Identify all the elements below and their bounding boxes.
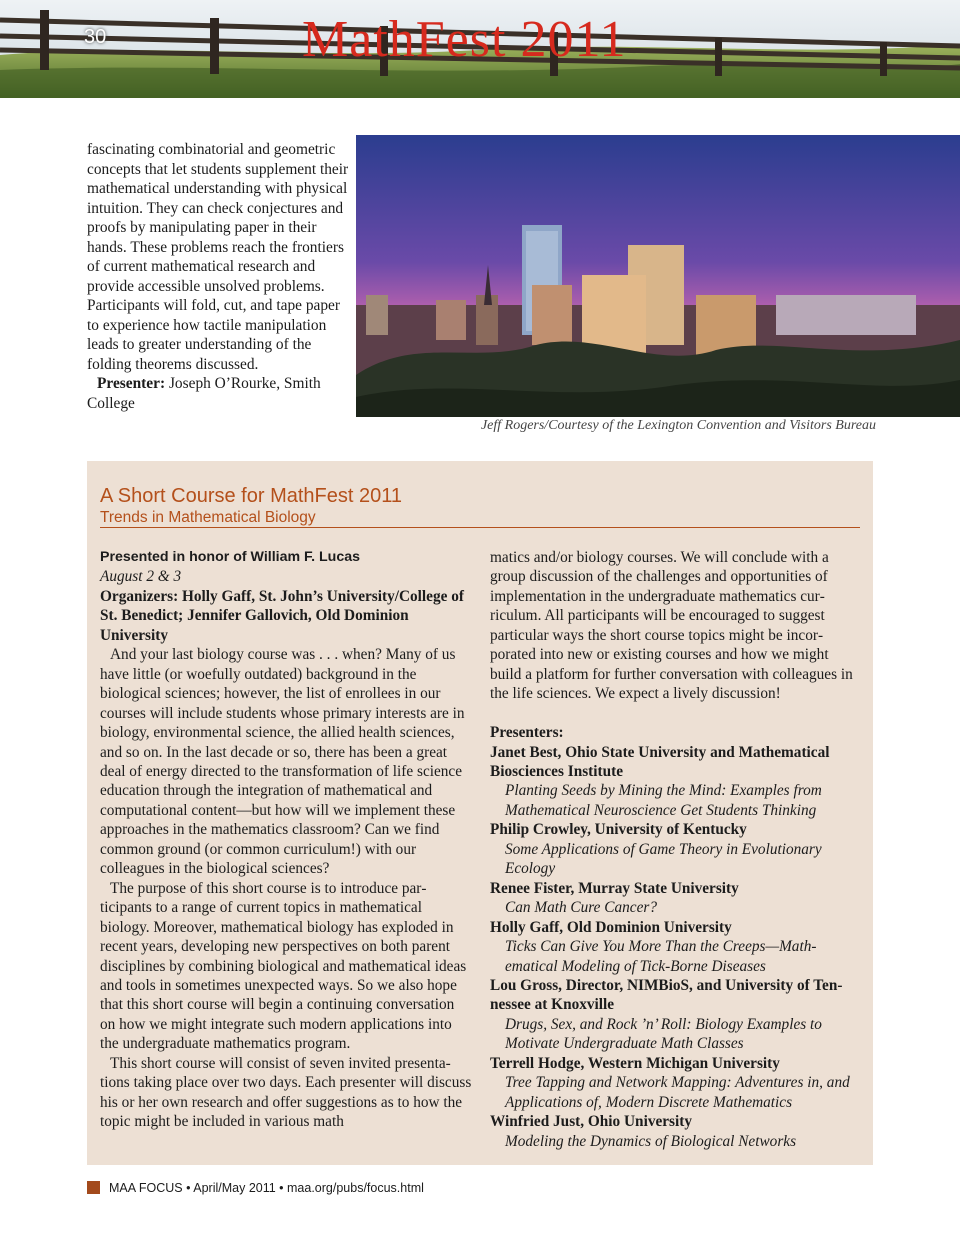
- page-title: MathFest 2011: [302, 11, 627, 68]
- presenter-label: Presenter:: [97, 375, 166, 392]
- talk-title: Planting Seeds by Mining the Mind: Examples from Mathematical Neuroscience Get Students Thinking: [505, 782, 822, 819]
- talk-title: Some Applications of Game Theory in Evolutionary Ecology: [505, 840, 822, 878]
- presenter-entry: [490, 976, 860, 1054]
- talk-title: Can Math Cure Cancer?: [505, 899, 657, 917]
- photo-caption: Jeff Rogers/Courtesy of the Lexington Convention and Visitors Bureau: [480, 418, 876, 433]
- talk-title: Ticks Can Give You More Than the Creeps—Mathematical Modeling of Tick-Borne Diseases: [505, 938, 817, 975]
- spacer: [490, 704, 860, 723]
- presenter-entry: [490, 918, 860, 976]
- course-paragraph-3-part-1: This short course will consist of seven invited presentations taking place over two days. Each presenter will discuss his or her own research and offer suggestions as to how the topic might be included in various math: [100, 1054, 472, 1131]
- presenter-name: Janet Best, Ohio State University and Mathematical Biosciences Institute: [490, 743, 830, 780]
- course-column-right: [490, 548, 860, 1151]
- intro-presenter: [87, 374, 353, 413]
- presenter-name: Joseph O’Rourke, Smith College: [87, 375, 321, 412]
- page-number: 30: [84, 26, 107, 48]
- footer-text: MAA FOCUS • April/May 2011 • maa.org/pubs/focus.html: [109, 1181, 424, 1195]
- course-paragraph-3-part-2: matics and/or biology courses. We will conclude with a group discussion of the challenges and opportunities of implementation in the undergraduate mathematics curriculum. All participants will be encouraged to suggest particular ways the short course topics might be incorporated into new or existing courses and how we might build a platform for further conversation with colleagues in the life sciences. We expect a lively discussion!: [490, 549, 853, 703]
- presenter-entry: [490, 820, 860, 878]
- course-title: A Short Course for MathFest 2011: [100, 485, 403, 507]
- course-organizers: Organizers: Holly Gaff, St. John’s University/College of St. Benedict; Jennifer Gallovich, Old Dominion University: [100, 587, 464, 644]
- presenter-entry: [490, 879, 860, 918]
- city-skyline-photo: [356, 135, 960, 417]
- footer-square-icon: [87, 1181, 100, 1194]
- course-paragraph-2: The purpose of this short course is to introduce participants to a range of current topics in mathematical biology. Moreover, mathematical biology has exploded in recent years, developing new perspectives on both parent disciplines by combining biological and mathematical ideas and tools in sometimes unexpected ways. So we also hope that this short course will begin a continuing conversation on how we might integrate such modern applications into the undergraduate mathematics program.: [100, 879, 467, 1053]
- course-column-left: [100, 548, 472, 1132]
- presenter-entry: [490, 1112, 860, 1151]
- title-rule: [100, 527, 860, 528]
- course-paragraph-1: And your last biology course was . . . when? Many of us have little (or woefully outdated) background in the biological sciences; however, the list of enrollees in our courses will include students whose primary interests are in biology, environmental science, the allied health sciences, and so on. In the last decade or so, there has been a great deal of energy directed to the transformation of life science education through the integration of mathematical and computational content—but how will we implement these approaches in the mathematics classroom? Can we find common ground (or common curriculum!) with our colleagues in the biological sciences?: [100, 646, 465, 878]
- intro-text: [87, 140, 353, 413]
- presenters-heading: Presenters:: [490, 724, 564, 742]
- presenter-name: Winfried Just, Ohio University: [490, 1113, 692, 1131]
- header-banner: [0, 0, 960, 98]
- footer: [87, 1181, 424, 1197]
- presenter-entry: [490, 743, 860, 821]
- talk-title: Modeling the Dynamics of Biological Networks: [505, 1132, 797, 1150]
- presenter-name: Terrell Hodge, Western Michigan University: [490, 1054, 780, 1072]
- course-subtitle: Trends in Mathematical Biology: [100, 509, 316, 526]
- course-honor: Presented in honor of William F. Lucas: [100, 549, 361, 565]
- course-dates: August 2 & 3: [100, 568, 182, 586]
- presenter-entry: [490, 1054, 860, 1112]
- presenter-list: [490, 743, 860, 1152]
- presenter-name: Lou Gross, Director, NIMBioS, and University of Tennessee at Knoxville: [490, 976, 843, 1014]
- presenter-name: Philip Crowley, University of Kentucky: [490, 821, 747, 839]
- presenter-name: Renee Fister, Murray State University: [490, 879, 739, 897]
- presenter-name: Holly Gaff, Old Dominion University: [490, 918, 732, 936]
- short-course-box: [87, 461, 873, 1165]
- intro-paragraph: fascinating combinatorial and geometric concepts that let students supplement their mathematical understanding with physical intuition. They can check conjectures and proofs by manipulating paper in their hands. These problems reach the frontiers of current mathematical research and provide accessible unsolved problems. Participants will fold, cut, and tape paper to experience how tactile manipulation leads to greater understanding of the folding theorems discussed.: [87, 141, 349, 373]
- talk-title: Drugs, Sex, and Rock ’n’ Roll: Biology Examples to Motivate Undergraduate Math Classes: [505, 1015, 822, 1053]
- talk-title: Tree Tapping and Network Mapping: Adventures in, and Applications of, Modern Discrete Mathematics: [505, 1074, 850, 1111]
